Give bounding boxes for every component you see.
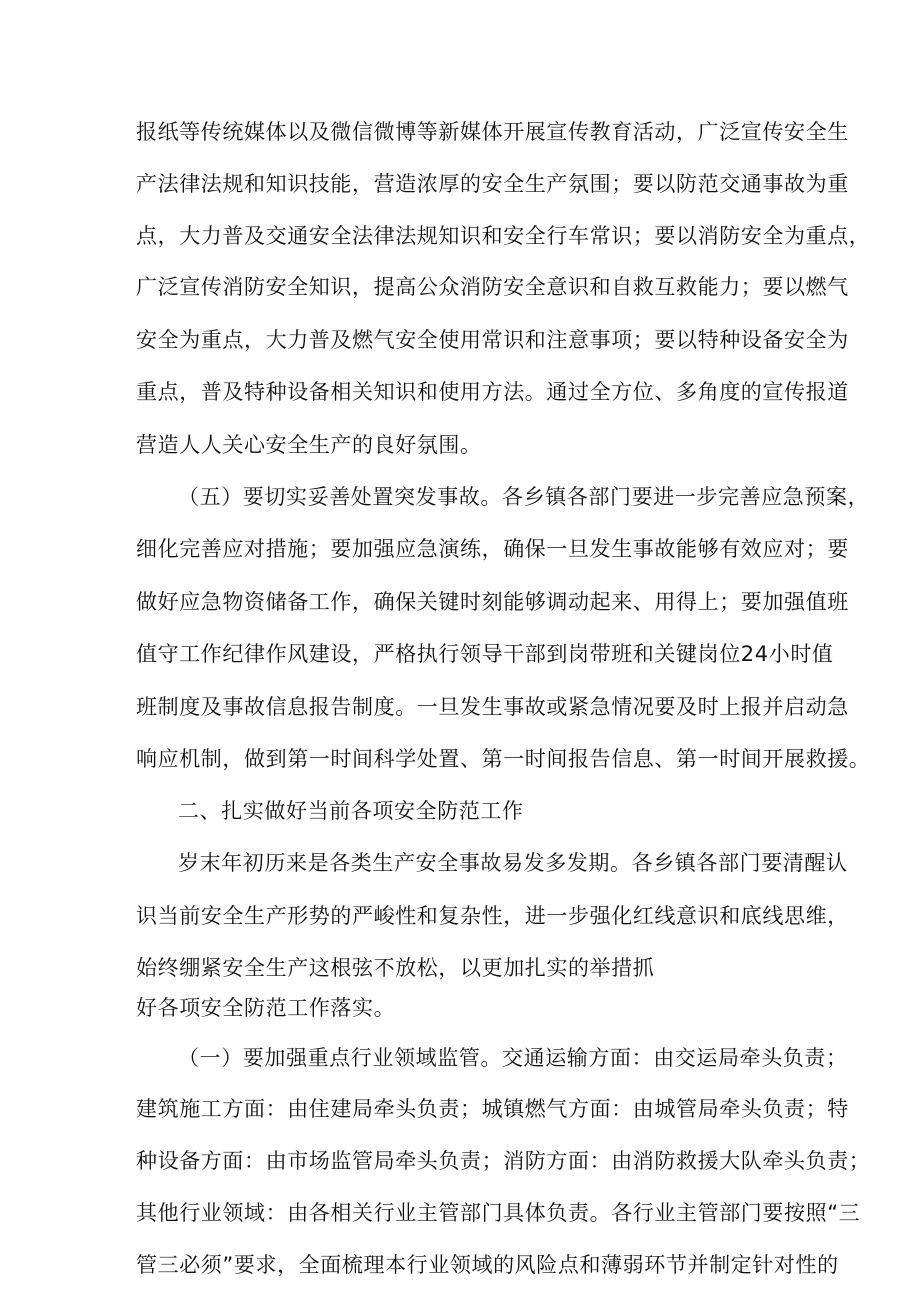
paragraph-4-line-2: 建筑施工方面：由住建局牵头负责；城镇燃气方面：由城管局牵头负责；特	[136, 1097, 849, 1121]
paragraph-2-line-1: （五）要切实妥善处置突发事故。各乡镇各部门要进一步完善应急预案，	[178, 485, 870, 509]
paragraph-3-line-3: 始终绷紧安全生产这根弦不放松，以更加扎实的举措抓	[136, 956, 655, 980]
paragraph-1-line-7: 营造人人关心安全生产的良好氛围。	[136, 433, 482, 457]
paragraph-1-line-6: 重点，普及特种设备相关知识和使用方法。通过全方位、多角度的宣传报道	[136, 380, 849, 404]
paragraph-4-line-4: 其他行业领域：由各相关行业主管部门具体负责。各行业主管部门要按照“三	[136, 1201, 861, 1225]
paragraph-2-line-6: 响应机制，做到第一时间科学处置、第一时间报告信息、第一时间开展救援。	[136, 747, 871, 771]
paragraph-2-line-4: 值守工作纪律作风建设，严格执行领导干部到岗带班和关键岗位24小时值	[136, 642, 834, 666]
paragraph-1-line-3: 点，大力普及交通安全法律法规知识和安全行车常识；要以消防安全为重点，	[136, 224, 871, 248]
paragraph-4-line-3: 种设备方面：由市场监管局牵头负责；消防方面：由消防救援大队牵头负责；	[136, 1149, 871, 1173]
paragraph-4-line-1: （一）要加强重点行业领域监管。交通运输方面：由交运局牵头负责；	[178, 1046, 848, 1070]
paragraph-3-line-1: 岁末年初历来是各类生产安全事故易发多发期。各乡镇各部门要清醒认	[178, 851, 848, 875]
paragraph-2-line-5: 班制度及事故信息报告制度。一旦发生事故或紧急情况要及时上报并启动急	[136, 695, 849, 719]
paragraph-1-line-4: 广泛宣传消防安全知识，提高公众消防安全意识和自救互救能力；要以燃气	[136, 275, 849, 299]
paragraph-1-line-5: 安全为重点，大力普及燃气安全使用常识和注意事项；要以特种设备安全为	[136, 328, 849, 352]
paragraph-3-line-2: 识当前安全生产形势的严峻性和复杂性，进一步强化红线意识和底线思维，	[136, 904, 849, 928]
paragraph-2-line-2: 细化完善应对措施；要加强应急演练，确保一旦发生事故能够有效应对；要	[136, 537, 849, 561]
paragraph-1-line-1: 报纸等传统媒体以及微信微博等新媒体开展宣传教育活动，广泛宣传安全生	[136, 120, 849, 144]
paragraph-2-line-3: 做好应急物资储备工作，确保关键时刻能够调动起来、用得上；要加强值班	[136, 590, 849, 614]
paragraph-4-line-5: 管三必须”要求，全面梳理本行业领域的风险点和薄弱环节并制定针对性的	[136, 1253, 839, 1277]
paragraph-3-line-4: 好各项安全防范工作落实。	[136, 996, 396, 1020]
paragraph-1-line-2: 产法律法规和知识技能，营造浓厚的安全生产氛围；要以防范交通事故为重	[136, 172, 849, 196]
section-heading: 二、扎实做好当前各项安全防范工作	[178, 799, 524, 823]
